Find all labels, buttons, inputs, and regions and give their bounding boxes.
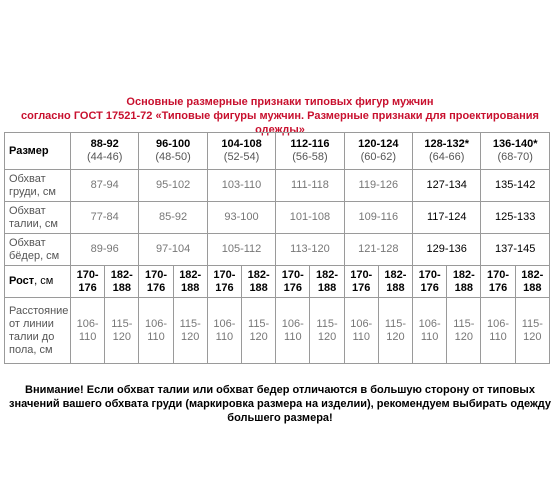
size-sub: (68-70) [497, 151, 533, 163]
height-label-unit: , см [34, 275, 54, 287]
chest-row-value: 103-110 [207, 170, 275, 202]
size-main: 104-108 [221, 138, 262, 150]
height-value: 170-176 [139, 266, 173, 298]
size-main: 136-140* [492, 138, 538, 150]
size-row [5, 133, 550, 170]
height-value: 170-176 [481, 266, 515, 298]
distance-value: 115-120 [105, 298, 139, 364]
height-label-main: Рост [9, 275, 35, 287]
waist-row-value: 109-116 [344, 202, 412, 234]
height-value: 170-176 [413, 266, 447, 298]
waist-row-value: 93-100 [207, 202, 275, 234]
waist-row [5, 202, 550, 234]
height-row [5, 266, 550, 298]
hips-row-value: 89-96 [71, 234, 139, 266]
size-cell [207, 133, 275, 170]
size-sub: (44-46) [86, 151, 123, 163]
size-cell [413, 133, 481, 170]
chest-row-label: Обхват груди, см [5, 170, 71, 202]
size-cell [276, 133, 344, 170]
chest-row [5, 170, 550, 202]
hips-row [5, 234, 550, 266]
waist-row-value: 85-92 [139, 202, 207, 234]
height-value: 182-188 [242, 266, 276, 298]
waist-row-value: 77-84 [71, 202, 139, 234]
size-sub: (60-62) [360, 151, 397, 163]
size-sub: (52-54) [223, 151, 260, 163]
hips-row-value: 97-104 [139, 234, 207, 266]
size-table [4, 132, 550, 364]
hips-row-value: 137-145 [481, 234, 550, 266]
hips-row-value: 113-120 [276, 234, 344, 266]
size-cell [344, 133, 412, 170]
height-label [5, 266, 71, 298]
distance-value: 106-110 [481, 298, 515, 364]
hips-row-label: Обхват бёдер, см [5, 234, 71, 266]
warning-text: Внимание! Если обхват талии или обхват бедер отличаются в большую сторону от типовых значений вашего обхвата груди (маркировка размера на изделии), рекомендуем выбирать одежду большего размера! [8, 384, 551, 424]
height-value: 170-176 [344, 266, 378, 298]
size-label: Размер [5, 133, 71, 170]
chest-row-value: 95-102 [139, 170, 207, 202]
distance-value: 106-110 [413, 298, 447, 364]
distance-value: 115-120 [310, 298, 344, 364]
size-cell [71, 133, 139, 170]
height-value: 170-176 [276, 266, 310, 298]
waist-row-value: 101-108 [276, 202, 344, 234]
chest-row-value: 119-126 [344, 170, 412, 202]
height-value: 170-176 [71, 266, 105, 298]
distance-value: 115-120 [242, 298, 276, 364]
distance-value: 115-120 [173, 298, 207, 364]
size-main: 88-92 [90, 138, 119, 150]
distance-value: 115-120 [515, 298, 549, 364]
distance-label: Расстояние от линии талии до пола, см [5, 298, 71, 364]
distance-value: 106-110 [276, 298, 310, 364]
waist-row-label: Обхват талии, см [5, 202, 71, 234]
height-value: 182-188 [105, 266, 139, 298]
size-main: 96-100 [155, 138, 191, 150]
distance-value: 106-110 [71, 298, 105, 364]
size-cell [139, 133, 207, 170]
distance-value: 106-110 [344, 298, 378, 364]
chest-row-value: 135-142 [481, 170, 550, 202]
distance-value: 115-120 [447, 298, 481, 364]
size-cell [481, 133, 550, 170]
height-value: 182-188 [378, 266, 412, 298]
height-value: 182-188 [515, 266, 549, 298]
hips-row-value: 129-136 [413, 234, 481, 266]
hips-row-value: 105-112 [207, 234, 275, 266]
title-line-2: согласно ГОСТ 17521-72 «Типовые фигуры мужчин. Размерные признаки для проектирования одежды» [21, 110, 539, 136]
hips-row-value: 121-128 [344, 234, 412, 266]
distance-value: 106-110 [139, 298, 173, 364]
size-main: 112-116 [290, 138, 330, 150]
distance-value: 115-120 [378, 298, 412, 364]
chest-row-value: 87-94 [71, 170, 139, 202]
waist-row-value: 117-124 [413, 202, 481, 234]
chest-row-value: 111-118 [276, 170, 344, 202]
height-value: 182-188 [173, 266, 207, 298]
distance-row [5, 298, 550, 364]
title-line-1: Основные размерные признаки типовых фигур мужчин [126, 96, 434, 108]
size-main: 128-132* [424, 138, 470, 150]
distance-value: 106-110 [207, 298, 241, 364]
height-value: 182-188 [447, 266, 481, 298]
size-sub: (56-58) [292, 151, 328, 163]
height-value: 170-176 [207, 266, 241, 298]
size-sub: (64-66) [429, 151, 465, 163]
waist-row-value: 125-133 [481, 202, 550, 234]
height-value: 182-188 [310, 266, 344, 298]
chest-row-value: 127-134 [413, 170, 481, 202]
size-sub: (48-50) [155, 151, 191, 163]
size-main: 120-124 [358, 138, 399, 150]
